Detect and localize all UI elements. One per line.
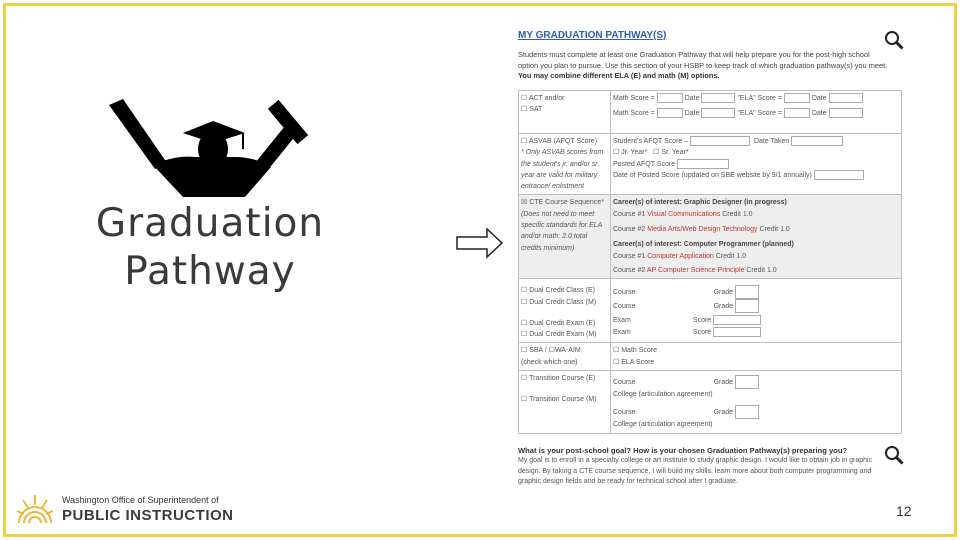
course-label: Course #2: [613, 226, 646, 234]
score-field[interactable]: [713, 315, 761, 325]
asvab-cell: [519, 134, 611, 195]
org-name-big: PUBLIC INSTRUCTION: [62, 507, 234, 524]
career-interest-2: Career(s) of interest: Computer Programmer (planned): [613, 241, 794, 249]
dual-class-e-checkbox[interactable]: ☐ Dual Credit Class (E): [521, 287, 595, 295]
dual-exam-m-checkbox[interactable]: ☐ Dual Credit Exam (M): [521, 331, 597, 339]
course-label: Course: [613, 409, 636, 417]
ela-score-label: "ELA" Score =: [737, 95, 782, 102]
post-school-goal-section: [518, 446, 883, 488]
pathway-document: [518, 30, 906, 82]
goal-question: What is your post-school goal? How is your chosen Graduation Pathway(s) preparing you?: [518, 446, 848, 455]
cte-note: (Does not need to meet specific standards for ELA and/or math: 2.0 total credits minimum): [521, 210, 603, 252]
course-credit: Credit 1.0: [759, 226, 790, 234]
table-row: [519, 134, 902, 195]
course-name: Media Arts/Web Design Technology: [647, 226, 758, 234]
dual-exam-e-checkbox[interactable]: ☐ Dual Credit Exam (E): [521, 319, 596, 327]
date-taken-field[interactable]: [791, 136, 843, 146]
ela-score-field[interactable]: [784, 108, 810, 118]
asvab-scores: [611, 134, 902, 195]
date-posted-label: Date of Posted Score (updated on SBE website by 9/1 annually): [613, 171, 812, 179]
sba-scores: [611, 343, 902, 371]
asvab-checkbox[interactable]: ☐ ASVAB (AFQT Score): [521, 138, 598, 145]
act-sat-scores: [611, 91, 902, 134]
title-line2: Pathway: [124, 249, 296, 294]
goal-answer: My goal is to enroll in a specialty college or art institute to study graphic design. I would like to obtain job in graphic design. By taking a CTE course sequence, I will build my skills, learn more about both computer programming and graphic design fields and be ready for technical school after I graduate.: [518, 457, 873, 485]
date-label: Date: [811, 95, 827, 102]
afqt-label: Student's AFQT Score –: [613, 138, 689, 145]
course-label: Course: [613, 303, 636, 311]
sun-logo-icon: [15, 491, 55, 527]
math-score-label: Math Score =: [613, 110, 655, 118]
grade-field[interactable]: [735, 375, 759, 389]
arrow-right-icon: [455, 226, 505, 260]
grade-field[interactable]: [735, 299, 759, 313]
grade-label: Grade: [713, 378, 734, 386]
grade-field[interactable]: [735, 405, 759, 419]
course-credit: Credit 1.0: [715, 252, 747, 260]
page-number: 12: [896, 503, 912, 519]
transition-m-checkbox[interactable]: ☐ Transition Course (M): [521, 396, 597, 404]
sba-checkbox[interactable]: ☐ SBA / ☐WA-AIM: [521, 347, 581, 355]
transition-cell: [519, 371, 611, 434]
cte-courses: [611, 195, 902, 279]
grade-field[interactable]: [735, 285, 759, 299]
college-label: College (articulation agreement): [613, 391, 713, 399]
college-label: College (articulation agreement): [613, 421, 713, 429]
sr-year-checkbox[interactable]: ☐ Sr. Year*: [653, 149, 689, 157]
career-interest-1: Career(s) of interest: Graphic Designer (in progress): [613, 199, 787, 207]
cte-cell: [519, 195, 611, 279]
course-label: Course: [613, 289, 636, 297]
course-name: AP Computer Science Principle: [646, 266, 745, 274]
doc-intro: [518, 50, 890, 82]
course-credit: Credit 1.0: [746, 266, 777, 274]
magnifier-icon[interactable]: [884, 445, 904, 465]
table-row: [519, 343, 902, 371]
math-score-label: Math Score =: [613, 95, 655, 102]
math-score-field[interactable]: [657, 93, 683, 103]
date-field[interactable]: [701, 108, 735, 118]
act-checkbox[interactable]: ☐ ACT and/or: [521, 95, 565, 102]
course-label: Course #2: [613, 266, 646, 274]
exam-label: Exam: [613, 317, 631, 325]
ela-score-label: "ELA" Score =: [737, 110, 782, 118]
date-label: Date: [684, 110, 700, 118]
jr-year-checkbox[interactable]: ☐ Jr. Year*: [613, 149, 648, 157]
sba-ela-checkbox[interactable]: ☐ ELA Score: [613, 358, 655, 366]
date-taken-label: Date Taken: [753, 138, 790, 145]
table-row: [519, 91, 902, 134]
grade-label: Grade: [713, 289, 734, 297]
asvab-note: * Only ASVAB scores from the student's jr. and/or sr. year are valid for military entrance/ enlistment: [521, 149, 604, 191]
org-name-small: Washington Office of Superintendent of: [62, 495, 219, 505]
course-label: Course: [613, 378, 636, 386]
course-label: Course #1: [613, 252, 646, 260]
doc-title: MY GRADUATION PATHWAY(S): [518, 30, 667, 41]
course-credit: Credit 1.0: [722, 210, 753, 218]
cte-checkbox[interactable]: ☒ CTE Course Sequence*: [521, 199, 604, 207]
score-label: Score: [692, 328, 712, 336]
score-label: Score: [692, 317, 712, 325]
table-row: [519, 279, 902, 343]
date-label: Date: [811, 110, 827, 118]
date-field[interactable]: [701, 93, 735, 103]
dual-class-m-checkbox[interactable]: ☐ Dual Credit Class (M): [521, 298, 597, 306]
pathway-form-table: [518, 90, 902, 434]
course-label: Course #1: [613, 210, 646, 218]
magnifier-icon[interactable]: [884, 30, 904, 50]
table-row: [519, 195, 902, 279]
dual-credit-cell: [519, 279, 611, 343]
exam-label: Exam: [613, 328, 631, 336]
posted-afqt-field[interactable]: [677, 159, 729, 169]
transition-fields: [611, 371, 902, 434]
date-posted-field[interactable]: [814, 170, 864, 180]
sba-cell: [519, 343, 611, 371]
sba-math-checkbox[interactable]: ☐ Math Score: [613, 347, 658, 355]
act-sat-cell: [519, 91, 611, 134]
ela-score-field[interactable]: [784, 93, 810, 103]
doc-intro-bold: You may combine different ELA (E) and math (M) options.: [518, 71, 720, 80]
afqt-field[interactable]: [690, 136, 750, 146]
slide-title: [90, 200, 330, 296]
dual-credit-fields: [611, 279, 902, 343]
date-label: Date: [684, 95, 700, 102]
math-score-field[interactable]: [657, 108, 683, 118]
date-field[interactable]: [829, 93, 863, 103]
course-name: Visual Communications: [647, 210, 721, 218]
score-field[interactable]: [713, 327, 761, 337]
date-field[interactable]: [829, 108, 863, 118]
course-name: Computer Application: [647, 252, 714, 260]
grade-label: Grade: [713, 303, 734, 311]
grade-label: Grade: [713, 409, 734, 417]
posted-afqt-label: Posted AFQT Score: [613, 160, 676, 168]
graduate-silhouette-icon: [105, 85, 320, 205]
doc-intro-text: Students must complete at least one Graduation Pathway that will help prepare you for the post-high school option you plan to pursue. Use this section of your HSBP to keep track of which graduation pathway(s) you meet.: [518, 50, 888, 70]
title-line1: Graduation: [95, 201, 325, 246]
sba-note: (check which one): [521, 358, 578, 366]
transition-e-checkbox[interactable]: ☐ Transition Course (E): [521, 375, 596, 383]
table-row: [519, 371, 902, 434]
sat-checkbox[interactable]: ☐ SAT: [521, 106, 543, 114]
